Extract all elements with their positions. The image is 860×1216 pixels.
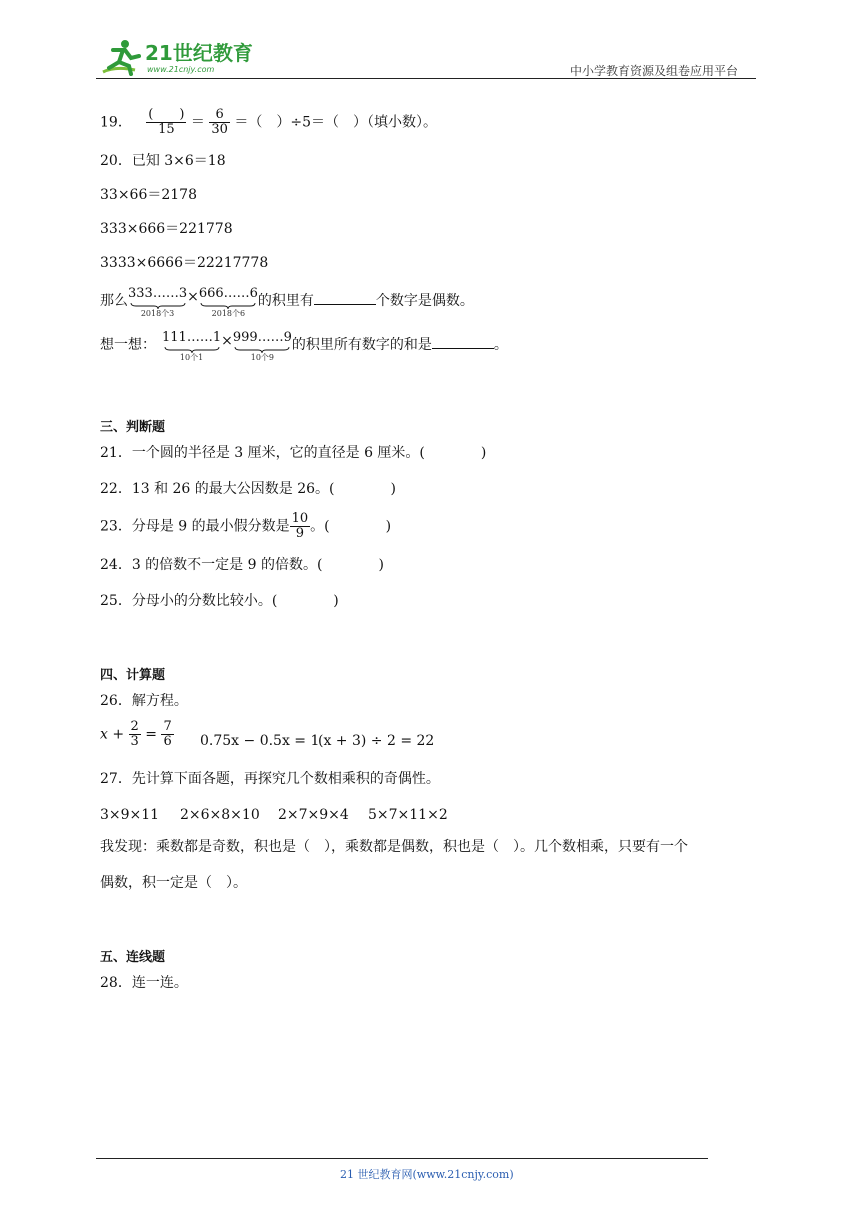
q20-then-suffix-1: 的积里有 — [257, 293, 314, 309]
header-divider — [96, 78, 756, 79]
logo-text: 21世纪教育 — [145, 41, 253, 65]
underbrace-icon — [164, 346, 220, 353]
q23-den: 9 — [295, 526, 305, 541]
section-4-title: 四、计算题 — [100, 668, 166, 683]
question-27: 27．先计算下面各题，再探究几个数相乘积的奇偶性。 — [100, 771, 440, 787]
question-25: 25．分母小的分数比较小。( ) — [100, 593, 339, 609]
q19-fraction-2 — [209, 108, 230, 137]
eq1-equals: = — [145, 726, 158, 743]
q19-frac1-num: ( ) — [148, 107, 185, 122]
runner-logo-icon — [95, 36, 265, 80]
underbrace-icon — [200, 302, 256, 309]
q23-fraction — [290, 512, 311, 541]
q20-line-3: 333×666＝221778 — [100, 221, 233, 237]
q20-line-2: 33×66＝2178 — [100, 187, 197, 203]
q20-then-line — [100, 286, 474, 318]
question-24: 24．3 的倍数不一定是 9 的倍数。( ) — [100, 557, 384, 573]
underbrace-icon — [130, 302, 186, 309]
eq1-num2: 7 — [163, 719, 172, 734]
q20-then-prefix: 那么 — [100, 293, 128, 309]
q19-frac1-den: 15 — [158, 122, 175, 137]
q20-a-top: 333……3 — [128, 286, 188, 301]
underbrace-icon — [234, 346, 290, 353]
site-logo — [95, 36, 265, 80]
q20-answer-blank-1[interactable] — [314, 292, 376, 305]
eq1-frac-2 — [161, 720, 173, 749]
q19-number: 19． — [100, 114, 132, 131]
q20-line-1: 20．已知 3×6＝18 — [100, 153, 226, 169]
q20-a-sub: 2018个3 — [140, 309, 175, 318]
q20-times-2: × — [221, 333, 233, 349]
q20-d-sub: 10个9 — [250, 353, 275, 362]
question-26: 26．解方程。 — [100, 693, 188, 709]
logo-url: www.21cnjy.com — [147, 65, 215, 74]
q20-brace-a — [128, 286, 187, 318]
calc-1: 3×9×11 — [100, 807, 160, 823]
findings-line-2: 偶数，积一定是（ ）。 — [100, 875, 247, 891]
q19-frac2-den: 30 — [211, 122, 228, 137]
q23-num: 10 — [291, 511, 309, 526]
q23-prefix: 23．分母是 9 的最小假分数是 — [100, 518, 290, 535]
calc-3: 2×7×9×4 — [278, 807, 349, 823]
question-28: 28．连一连。 — [100, 975, 188, 991]
q20-brace-c — [162, 330, 221, 362]
header-platform-text: 中小学教育资源及组卷应用平台 — [570, 64, 739, 78]
q19-frac2-num: 6 — [209, 108, 230, 123]
eq1-plus: + — [112, 726, 125, 743]
q20-think-line — [100, 330, 508, 362]
question-23 — [100, 512, 391, 541]
q20-think-suffix-1: 的积里所有数字的和是 — [291, 337, 432, 353]
q20-brace-b — [199, 286, 258, 318]
equation-3: (x + 3) ÷ 2 = 22 — [318, 733, 435, 749]
equation-1 — [100, 720, 174, 749]
q20-think-prefix: 想一想： — [100, 337, 156, 353]
equation-2: 0.75x − 0.5x = 1 — [200, 733, 320, 749]
section-3-title: 三、判断题 — [100, 420, 166, 435]
q19-rest: ＝（ ）÷5＝（ ）（填小数）。 — [234, 114, 437, 131]
eq1-frac-1 — [129, 720, 141, 749]
calc-4: 5×7×11×2 — [368, 807, 448, 823]
q20-answer-blank-2[interactable] — [432, 336, 494, 349]
q20-then-suffix-2: 个数字是偶数。 — [375, 293, 474, 309]
section-5-title: 五、连线题 — [100, 950, 166, 965]
eq1-num1: 2 — [130, 719, 139, 734]
eq1-x: x — [100, 726, 108, 743]
q20-brace-d — [233, 330, 292, 362]
findings-line-1: 我发现：乘数都是奇数，积也是（ ），乘数都是偶数，积也是（ ）。几个数相乘，只要有一个 — [100, 839, 688, 855]
question-19 — [100, 108, 437, 137]
q20-think-suffix-2: 。 — [493, 337, 508, 353]
q19-fraction-1 — [146, 108, 186, 137]
q20-c-top: 111……1 — [162, 330, 222, 345]
q20-d-top: 999……9 — [232, 330, 292, 345]
q23-suffix: 。( ) — [310, 518, 392, 535]
calc-2: 2×6×8×10 — [180, 807, 260, 823]
q19-equals: ＝ — [190, 114, 205, 131]
eq1-den1: 3 — [130, 734, 139, 749]
q20-line-4: 3333×6666＝22217778 — [100, 255, 269, 271]
footer-divider — [96, 1158, 708, 1159]
q20-b-top: 666……6 — [198, 286, 258, 301]
eq1-den2: 6 — [163, 734, 172, 749]
question-21: 21．一个圆的半径是 3 厘米，它的直径是 6 厘米。( ) — [100, 445, 487, 461]
question-22: 22．13 和 26 的最大公因数是 26。( ) — [100, 481, 396, 497]
q20-times: × — [187, 289, 199, 305]
q20-b-sub: 2018个6 — [211, 309, 246, 318]
footer-link[interactable]: 21 世纪教育网(www.21cnjy.com) — [340, 1168, 514, 1181]
q20-c-sub: 10个1 — [179, 353, 204, 362]
